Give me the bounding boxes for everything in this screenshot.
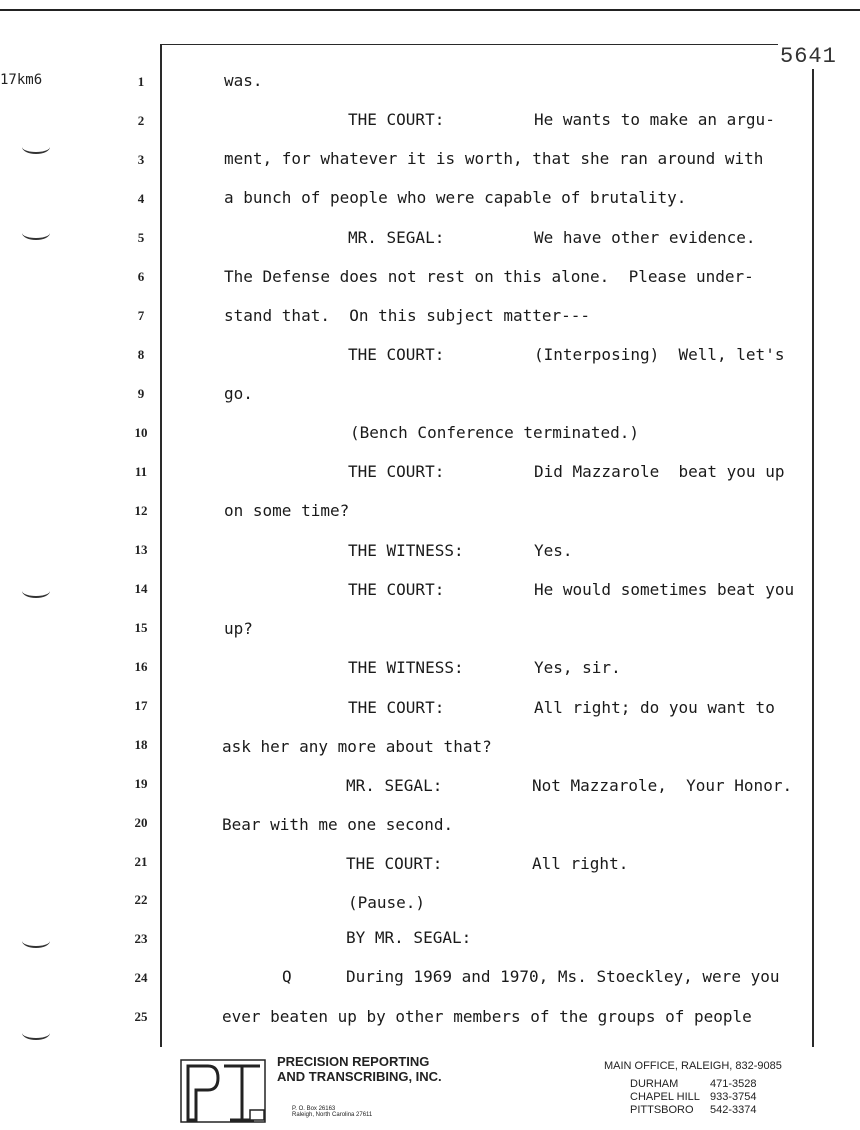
line-number: 9	[137, 386, 145, 401]
line-number: 18	[134, 737, 148, 752]
office-list	[630, 1078, 757, 1117]
corner-mark: 17km6	[0, 72, 43, 88]
office-city: PITTSBORO	[630, 1104, 694, 1116]
transcript-text: go.	[224, 384, 253, 403]
stage-direction: (Pause.)	[348, 893, 426, 912]
transcript-text: The Defense does not rest on this alone. Please under-	[224, 267, 754, 286]
line-number: 7	[137, 308, 145, 323]
binder-hole-mark	[22, 934, 50, 948]
office-city: DURHAM	[630, 1078, 679, 1090]
line-number: 2	[137, 113, 145, 128]
speaker-label: THE COURT:	[348, 462, 445, 481]
line-number: 6	[137, 269, 145, 284]
line-number: 22	[134, 892, 148, 907]
binder-hole-mark	[22, 140, 50, 154]
line-number: 23	[134, 931, 148, 946]
office-row	[630, 1091, 757, 1104]
speaker-label: MR. SEGAL:	[346, 776, 443, 795]
line-number: 11	[134, 464, 148, 479]
speaker-label: THE COURT:	[348, 698, 445, 717]
speaker-label: THE WITNESS:	[348, 658, 464, 677]
office-phone: 542-3374	[710, 1104, 757, 1116]
transcript-text: stand that. On this subject matter---	[224, 306, 591, 325]
transcript-text: Bear with me one second.	[222, 815, 454, 834]
company-name-line2: AND TRANSCRIBING, INC.	[277, 1069, 442, 1084]
line-number: 4	[137, 191, 145, 206]
footer	[0, 1050, 860, 1130]
line-number: 5	[137, 230, 145, 245]
address-line2: Raleigh, North Carolina 27611	[292, 1112, 373, 1118]
speaker-label: THE COURT:	[348, 345, 445, 364]
line-number: 15	[134, 620, 148, 635]
transcript-text: a bunch of people who were capable of brutality.	[224, 188, 687, 207]
transcript-text: up?	[224, 619, 253, 638]
line-number: 8	[137, 347, 145, 362]
line-number: 1	[137, 74, 145, 89]
office-city: CHAPEL HILL	[630, 1091, 700, 1103]
line-number: 13	[134, 542, 148, 557]
speaker-label: THE COURT:	[346, 854, 443, 873]
speaker-label: THE COURT:	[348, 580, 445, 599]
speaker-label: THE COURT:	[348, 110, 445, 129]
line-number: 21	[134, 854, 148, 869]
transcript-text: He would sometimes beat you	[534, 580, 795, 599]
office-row	[630, 1104, 757, 1117]
company-name	[277, 1054, 442, 1084]
line-number: 20	[134, 815, 148, 830]
transcript-text: We have other evidence.	[534, 228, 756, 247]
main-office: MAIN OFFICE, RALEIGH, 832-9085	[604, 1060, 782, 1072]
transcript-text: He wants to make an argu-	[534, 110, 775, 129]
top-rule	[0, 9, 860, 11]
page-number: 5641	[780, 44, 837, 69]
transcript-text: (Interposing) Well, let's	[534, 345, 785, 364]
speaker-label: THE WITNESS:	[348, 541, 464, 560]
stage-direction: (Bench Conference terminated.)	[350, 423, 639, 442]
binder-hole-mark	[22, 226, 50, 240]
line-number: 24	[134, 970, 148, 985]
transcript-text: Yes, sir.	[534, 658, 621, 677]
transcript-text: Not Mazzarole, Your Honor.	[532, 776, 793, 795]
office-phone: 471-3528	[710, 1078, 757, 1090]
line-number: 10	[134, 425, 148, 440]
transcript-text: ment, for whatever it is worth, that she ran around with	[224, 149, 764, 168]
line-number: 16	[134, 659, 148, 674]
examination-header: BY MR. SEGAL:	[346, 928, 472, 947]
line-number: 14	[134, 581, 148, 596]
line-number: 17	[134, 698, 148, 713]
address-line1: P. O. Box 26163	[292, 1106, 336, 1112]
mailing-address	[292, 1106, 372, 1118]
transcript-text: All right; do you want to	[534, 698, 775, 717]
transcript-text: All right.	[532, 854, 629, 873]
line-number: 19	[134, 776, 148, 791]
line-number: 25	[134, 1009, 148, 1024]
binder-hole-mark	[22, 584, 50, 598]
company-name-line1: PRECISION REPORTING	[277, 1054, 430, 1069]
speaker-label: MR. SEGAL:	[348, 228, 445, 247]
question-label: Q	[282, 967, 292, 986]
transcript-text: During 1969 and 1970, Ms. Stoeckley, were you	[346, 967, 780, 986]
transcript-text: on some time?	[224, 501, 350, 520]
transcript-text: ever beaten up by other members of the groups of people	[222, 1007, 752, 1026]
line-number: 3	[137, 152, 145, 167]
transcript-text: was.	[224, 71, 263, 90]
office-phone: 933-3754	[710, 1091, 757, 1103]
company-logo	[180, 1056, 266, 1126]
binder-hole-mark	[22, 1026, 50, 1040]
line-number: 12	[134, 503, 148, 518]
transcript-text: ask her any more about that?	[222, 737, 492, 756]
transcript-text: Did Mazzarole beat you up	[534, 462, 785, 481]
office-row	[630, 1078, 757, 1091]
transcript-text: Yes.	[534, 541, 573, 560]
